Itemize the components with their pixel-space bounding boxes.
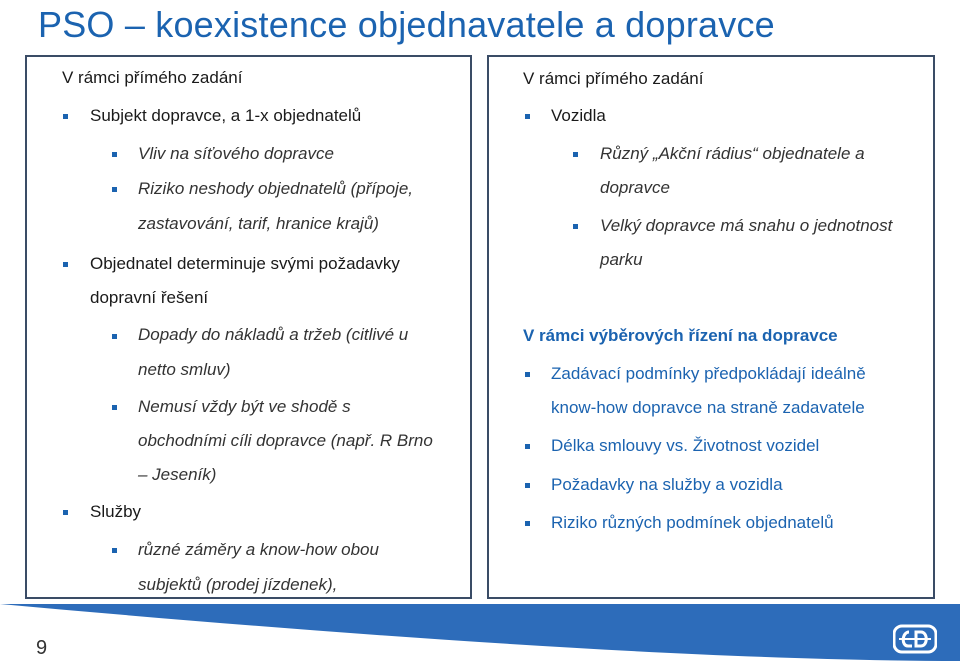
bullet-icon [525, 521, 530, 526]
left-heading: V rámci přímého zadání [62, 68, 243, 87]
bullet-icon [112, 187, 117, 192]
right-heading-direct: V rámci přímého zadání [523, 69, 704, 88]
right-subitem-park-line1: Velký dopravce má snahu o jednotnost [600, 216, 893, 235]
left-item-sluzby: Služby [90, 502, 142, 521]
bullet-icon [63, 114, 68, 119]
bullet-icon [112, 334, 117, 339]
bullet-icon [573, 152, 578, 157]
left-item-subject: Subjekt dopravce, a 1-x objednatelů [90, 106, 362, 125]
footer-swoosh [0, 604, 960, 661]
right-item-pozadavky: Požadavky na služby a vozidla [551, 475, 783, 494]
bullet-icon [573, 224, 578, 229]
bullet-icon [525, 444, 530, 449]
right-subitem-radius-line1: Různý „Akční rádius“ objednatele a [600, 144, 865, 163]
page-title: PSO – koexistence objednavatele a dopravce [38, 4, 775, 45]
right-item-delka: Délka smlouvy vs. Životnost vozidel [551, 436, 820, 455]
bullet-icon [525, 483, 530, 488]
right-item-riziko: Riziko různých podmínek objednatelů [551, 513, 834, 532]
right-item-vozidla: Vozidla [551, 106, 606, 125]
right-item-podminky-line1: Zadávací podmínky předpokládají ideálně [551, 364, 866, 383]
right-item-podminky-line2: know-how dopravce na straně zadavatele [551, 398, 865, 417]
left-subitem-risk-line2: zastavování, tarif, hranice krajů) [138, 214, 379, 233]
left-subitem-nemusi-line1: Nemusí vždy být ve shodě s [138, 397, 351, 416]
bullet-icon [525, 372, 530, 377]
left-subitem-dopady-line1: Dopady do nákladů a tržeb (citlivé u [138, 325, 409, 344]
bullet-icon [112, 152, 117, 157]
left-subitem-zamery-line2: subjektů (prodej jízdenek), [138, 575, 338, 594]
left-subitem-nemusi-line2: obchodními cíli dopravce (např. R Brno [138, 431, 433, 450]
right-subitem-radius-line2: dopravce [600, 178, 670, 197]
left-subitem-influence: Vliv na síťového dopravce [138, 144, 334, 163]
right-subitem-park-line2: parku [600, 250, 643, 269]
left-subitem-nemusi-line3: – Jeseník) [138, 465, 217, 484]
bullet-icon [112, 405, 117, 410]
bullet-icon [63, 510, 68, 515]
footer-band [0, 604, 960, 661]
left-subitem-zamery-line1: různé záměry a know-how obou [138, 540, 379, 559]
left-subitem-risk-line1: Riziko neshody objednatelů (přípoje, [138, 179, 414, 198]
bullet-icon [63, 262, 68, 267]
bullet-icon [525, 114, 530, 119]
cd-logo-icon [893, 624, 937, 654]
bullet-icon [112, 548, 117, 553]
page-number: 9 [36, 637, 48, 659]
right-heading-tender: V rámci výběrových řízení na dopravce [523, 326, 838, 345]
left-item-objednatel-line1: Objednatel determinuje svými požadavky [90, 254, 400, 273]
left-item-objednatel-line2: dopravní řešení [90, 288, 209, 307]
left-subitem-dopady-line2: netto smluv) [138, 360, 231, 379]
